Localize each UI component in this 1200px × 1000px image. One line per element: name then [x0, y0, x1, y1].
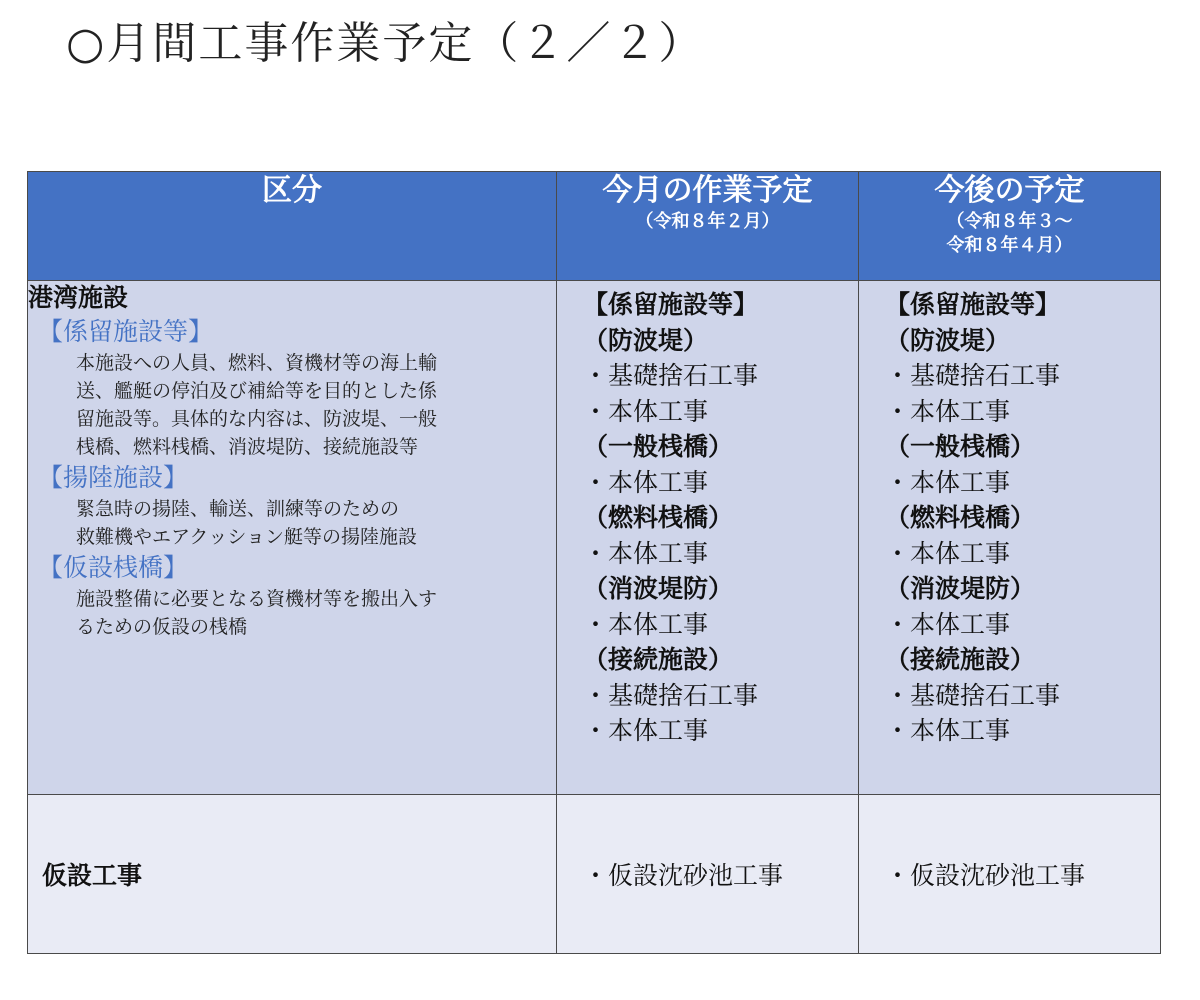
header-this-month-label: 今月の作業予定 — [602, 173, 813, 208]
future-work-list — [859, 281, 1160, 749]
work-item: ・本体工事 — [885, 396, 1011, 426]
section-heading: 【係留施設等】 — [38, 317, 214, 346]
this-month-work-list — [557, 281, 858, 749]
work-item: ・本体工事 — [583, 609, 709, 639]
work-item: ・基礎捨石工事 — [583, 361, 759, 390]
work-item: ・基礎捨石工事 — [885, 361, 1061, 390]
work-item: ・本体工事 — [583, 538, 709, 568]
header-future-label: 今後の予定 — [934, 173, 1085, 208]
group-label: （燃料桟橋） — [583, 503, 734, 532]
description-line: 緊急時の揚陸、輸送、訓練等のための — [76, 498, 400, 520]
work-item: ・本体工事 — [885, 609, 1011, 639]
group-label: （防波堤） — [583, 325, 709, 355]
work-item: ・本体工事 — [885, 538, 1011, 568]
facility-heading: 【係留施設等】 — [583, 290, 759, 319]
group-label: （消波堤防） — [885, 574, 1036, 603]
header-this-month-period: （令和８年２月） — [635, 211, 780, 232]
future-work-cell — [859, 281, 1161, 795]
work-item: ・基礎捨石工事 — [885, 680, 1061, 710]
group-label: （接続施設） — [885, 645, 1036, 674]
header-future-period-start: （令和８年３～ — [946, 211, 1073, 232]
group-label: （一般桟橋） — [583, 432, 734, 461]
header-row — [28, 172, 1161, 281]
group-label: （消波堤防） — [583, 574, 734, 603]
schedule-table — [27, 171, 1161, 954]
table-row — [28, 281, 1161, 795]
page-title: ○月間工事作業予定（２／２） — [66, 18, 705, 69]
header-category — [28, 172, 557, 281]
section-description — [28, 349, 556, 461]
category-title: 仮設工事 — [42, 861, 143, 890]
header-future — [859, 172, 1161, 281]
section-heading: 【仮設桟橋】 — [38, 553, 189, 582]
section-description — [28, 585, 556, 641]
work-item: ・仮設沈砂池工事 — [583, 861, 784, 890]
description-line: 桟橋、燃料桟橋、消波堤防、接続施設等 — [76, 436, 419, 458]
work-item: ・本体工事 — [885, 716, 1011, 745]
description-line: るための仮設の桟橋 — [76, 616, 248, 638]
header-category-label: 区分 — [262, 173, 322, 208]
future-work-cell — [859, 795, 1161, 954]
facility-heading: 【係留施設等】 — [885, 290, 1061, 319]
work-item: ・基礎捨石工事 — [583, 680, 759, 710]
section-heading: 【揚陸施設】 — [38, 463, 189, 492]
this-month-work-cell — [557, 795, 859, 954]
header-this-month — [557, 172, 859, 281]
temporary-works-category-cell — [28, 795, 557, 954]
port-facilities-category-cell — [28, 281, 557, 795]
description-line: 留施設等。具体的な内容は、防波堤、一般 — [76, 408, 438, 430]
work-item: ・本体工事 — [583, 716, 709, 745]
group-label: （接続施設） — [583, 645, 734, 674]
work-item: ・本体工事 — [885, 467, 1011, 497]
work-item: ・本体工事 — [583, 467, 709, 497]
group-label: （防波堤） — [885, 325, 1011, 355]
header-future-period-end: 令和８年４月） — [946, 235, 1073, 256]
category-title: 港湾施設 — [28, 283, 129, 312]
this-month-work-cell — [557, 281, 859, 795]
description-line: 送、艦艇の停泊及び補給等を目的とした係 — [76, 380, 438, 402]
group-label: （一般桟橋） — [885, 432, 1036, 461]
group-label: （燃料桟橋） — [885, 503, 1036, 532]
table-row — [28, 795, 1161, 954]
description-line: 本施設への人員、燃料、資機材等の海上輸 — [76, 352, 438, 374]
description-line: 救難機やエアクッション艇等の揚陸施設 — [76, 526, 418, 548]
section-description — [28, 495, 556, 551]
work-item: ・本体工事 — [583, 396, 709, 426]
work-item: ・仮設沈砂池工事 — [885, 861, 1086, 890]
description-line: 施設整備に必要となる資機材等を搬出入す — [76, 588, 438, 610]
